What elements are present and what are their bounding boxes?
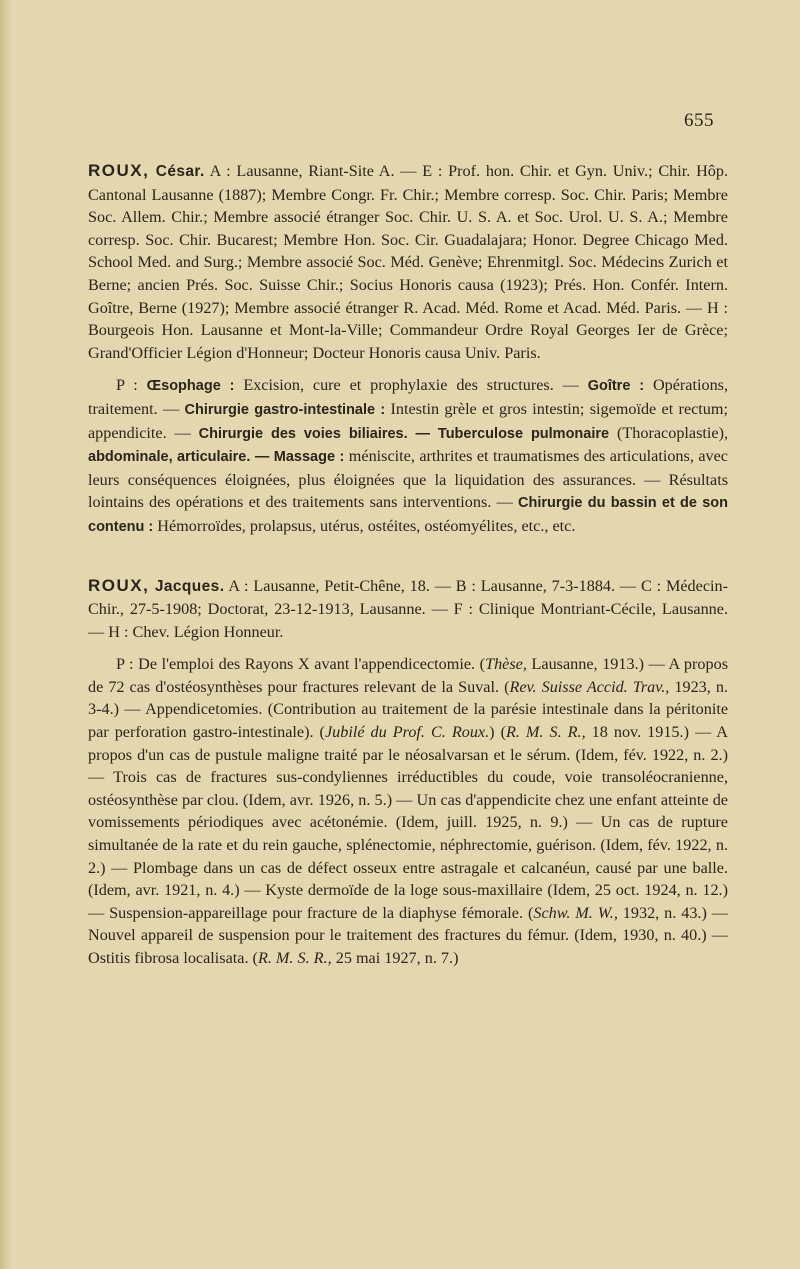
pub-text: Hémorroïdes, prolapsus, utérus, ostéites, ostéomyélites, etc., etc.: [153, 516, 576, 535]
pub-text: 1932, n. 43.) — Nouvel appareil de suspension pour le traitement des fractures du fémur. (Idem, 1930, n. 40.) — Ostitis fibrosa localisata. (: [88, 903, 728, 967]
entry-bio: [88, 575, 728, 644]
pub-text: Lausanne, 1913.) — A propos de 72 cas d'ostéosynthèses pour fractures relevant de la Suval. (: [88, 655, 728, 696]
entry-bio: [88, 160, 728, 364]
pub-text: P : De l'emploi des Rayons X avant l'appendicectomie. (: [116, 655, 486, 674]
pub-italic: Schw. M. W.,: [533, 903, 618, 922]
pub-text: Excision, cure et prophylaxie des structures. —: [234, 376, 588, 395]
entry-firstname: César.: [155, 163, 205, 180]
entry-heading: [88, 575, 225, 595]
pub-italic: Thèse,: [485, 655, 527, 674]
entry-publications: [88, 653, 728, 969]
pub-prefix: P :: [116, 376, 147, 395]
pub-text: Intestin grèle et gros intestin; sigemoïde et rectum; appendicite. —: [88, 399, 728, 442]
pub-text: 18 nov. 1915.) — A propos d'un cas de pustule maligne traité par le néosalvarsan et le sérum. (Idem, fév. 1922, n. 2.) — Trois cas de fractures sus-condyliennes irréductibles du coude, voie transoléocranienne, ostéosynthèse par clou. (Idem, avr. 1926, n. 5.) — Un cas d'appendicite chez une enfant atteinte de vomissements périodiques avec acétonémie. (Idem, juill. 1925, n. 9.) — Un cas de rupture simultanée de la rate et du rein gauche, splénectomie, néphrectomie, guérison. (Idem, fév. 1922, n. 2.) — Plombage dans un cas de défect osseux entre astragale et calcanéun, causé par une balle. (Idem, avr. 1921, n. 4.) — Kyste dermoïde de la loge sous-maxillaire (Idem, 25 oct. 1924, n. 12.) — Suspension-appareillage pour fracture de la diaphyse fémorale. (: [88, 723, 728, 922]
pub-text: ) (: [489, 723, 506, 742]
entry-roux-jacques: [88, 575, 728, 970]
page-content: [88, 160, 728, 1006]
pub-italic: R. M. S. R.,: [257, 949, 332, 967]
pub-topic: abdominale, articulaire. — Massage :: [88, 449, 345, 466]
page-binding-edge: [0, 0, 12, 1269]
entry-publications: [88, 374, 728, 538]
entry-roux-cesar: [88, 160, 728, 539]
pub-topic: Œsophage :: [146, 378, 235, 395]
pub-topic: Goître :: [587, 378, 645, 395]
pub-text: (Thoracoplastie),: [609, 423, 729, 442]
entry-surname: ROUX,: [88, 161, 150, 180]
pub-topic: Chirurgie du bassin et de son contenu :: [88, 495, 728, 535]
pub-text: 1923, n. 3-4.) — Appendicetomies. (Contribution au traitement de la parésie intestinale dans la péritonite par perforation gastro-intestinale). (: [88, 677, 728, 742]
pub-text: 25 mai 1927, n. 7.): [331, 949, 459, 967]
entry-bio-text: A : Lausanne, Petit-Chêne, 18. — B : Lausanne, 7-3-1884. — C : Médecin-Chir., 27-5-1908; Doctorat, 23-12-1913, Lausanne. — F : Clinique Montriant-Cécile, Lausanne. — H : Chev. Légion Honneur.: [88, 576, 728, 641]
page-number: 655: [684, 110, 714, 131]
pub-text: méniscite, arthrites et traumatismes des articulations, avec leurs conséquences éloignées, plus éloignées que la liquidation des assurances. — Résultats lointains des opérations et des traitements sans interventions. —: [88, 447, 728, 512]
entry-surname: ROUX,: [88, 575, 150, 595]
pub-italic: Jubilé du Prof. C. Roux.: [324, 723, 490, 742]
pub-topic: Chirurgie des voies biliaires. — Tuberculose pulmonaire: [198, 425, 610, 442]
entry-bio-text: A : Lausanne, Riant-Site A. — E : Prof. hon. Chir. et Gyn. Univ.; Chir. Hôp. Cantonal Lausanne (1887); Membre Congr. Fr. Chir.; Membre corresp. Soc. Chir. Paris; Membre Soc. Allem. Chir.; Membre associé étranger Soc. Chir. U. S. A. et Soc. Urol. U. S. A.; Membre corresp. Soc. Chir. Bucarest; Membre Hon. Soc. Cir. Guadalajara; Honor. Degree Chicago Med. School Med. and Surg.; Membre associé Soc. Méd. Genève; Ehrenmitgl. Soc. Médecins Zurich et Berne; ancien Prés. Soc. Suisse Chir.; Socius Honoris causa (1923); Prés. Hon. Confér. Intern. Goître, Berne (1927); Membre associé étranger R. Acad. Méd. Rome et Acad. Méd. Paris. — H : Bourgeois Hon. Lausanne et Mont-la-Ville; Commandeur Ordre Royal Georges Ier de Grèce; Grand'Officier Légion d'Honneur; Docteur Honoris causa Univ. Paris.: [88, 162, 729, 362]
entry-heading: [88, 163, 205, 180]
pub-italic: Rev. Suisse Accid. Trav.,: [509, 677, 670, 696]
pub-text: Opérations, traitement. —: [88, 376, 729, 418]
pub-topic: Chirurgie gastro-intestinale :: [184, 401, 386, 418]
entry-firstname: Jacques.: [154, 577, 225, 595]
pub-italic: R. M. S. R.,: [505, 723, 586, 742]
